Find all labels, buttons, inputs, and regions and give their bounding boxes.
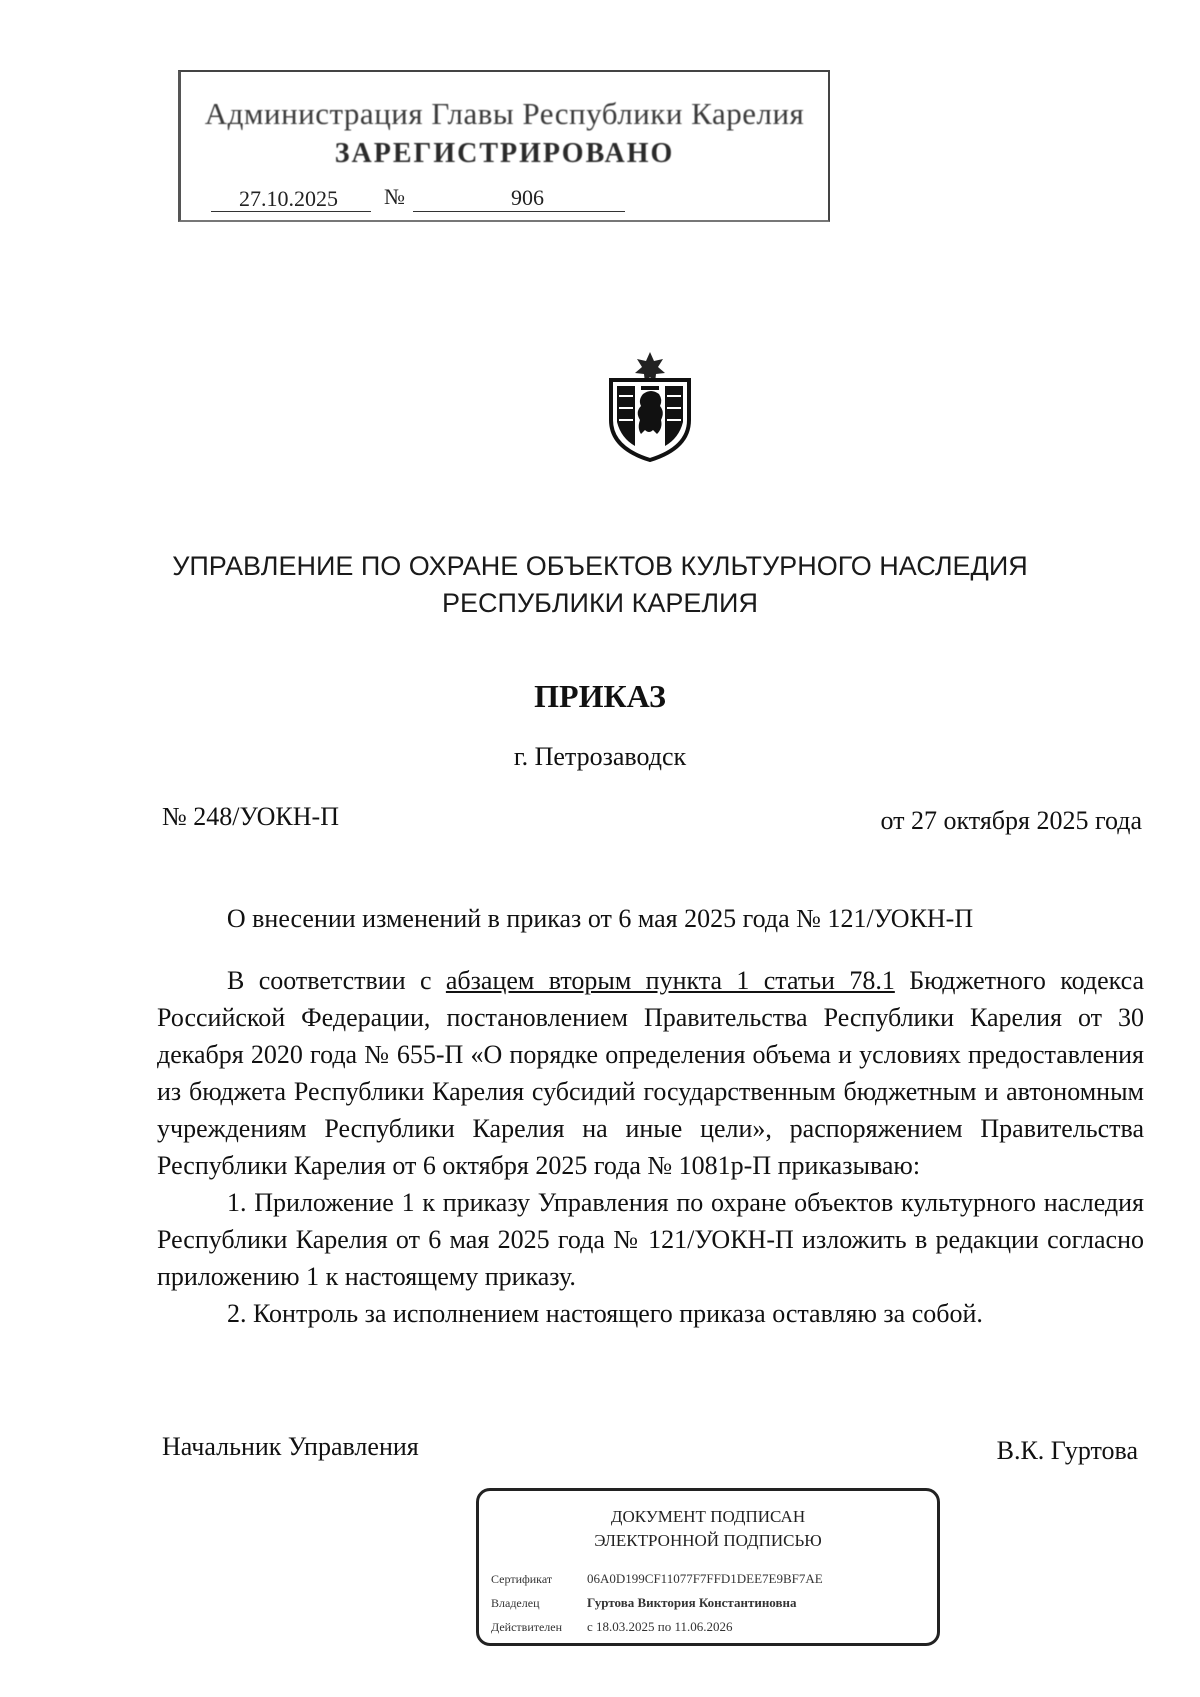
registration-number-underline xyxy=(413,211,625,212)
order-body xyxy=(157,962,1144,1332)
registration-stamp-authority: Администрация Главы Республики Карелия xyxy=(204,96,805,131)
esign-certificate-value: 06A0D199CF11077F7FFD1DEE7E9BF7AE xyxy=(587,1571,823,1586)
document-city: г. Петрозаводск xyxy=(513,742,687,771)
esign-validity-row xyxy=(491,1619,733,1635)
body-paragraph-item-1: 1. Приложение 1 к приказу Управления по охране объектов культурного наследия Республики Карелия от 6 мая 2025 года № 121/УОКН-П изложить в редакции согласно приложению 1 к настоящему приказу. xyxy=(157,1188,1144,1291)
signatory-role: Начальник Управления xyxy=(162,1432,419,1461)
order-date: от 27 октября 2025 года xyxy=(880,806,1142,835)
esign-certificate-row xyxy=(491,1571,823,1587)
registration-stamp-status: ЗАРЕГИСТРИРОВАНО xyxy=(334,138,675,169)
esign-owner-value: Гуртова Виктория Константиновна xyxy=(587,1595,797,1610)
esign-owner-label: Владелец xyxy=(491,1596,540,1610)
order-subject: О внесении изменений в приказ от 6 мая 2025 года № 121/УОКН-П xyxy=(226,904,974,933)
electronic-signature-stamp xyxy=(476,1488,940,1646)
esign-title xyxy=(479,1505,937,1553)
registration-date: 27.10.2025 xyxy=(239,186,338,211)
preamble-rest: Бюджетного кодекса Российской Федерации, постановлением Правительства Республики Карелия от 30 декабря 2020 года № 655-П «О порядке определения объема и условиях предоставления из бюджета Республики Карелия субсидий государственным бюджетным и автономным учреждениям Республики Карелия на иные цели», распоряжением Правительства Республики Карелия от 6 октября 2025 года № 1081р-П приказываю: xyxy=(157,966,1144,1180)
signatory-name: В.К. Гуртова xyxy=(996,1436,1138,1465)
legal-reference-link[interactable]: абзацем вторым пункта 1 статьи 78.1 xyxy=(445,966,895,995)
karelia-coat-of-arms-icon xyxy=(605,350,695,462)
organization-name xyxy=(0,548,1200,622)
body-paragraph-item-2: 2. Контроль за исполнением настоящего приказа оставляю за собой. xyxy=(227,1299,983,1328)
esign-title-line1: ДОКУМЕНТ ПОДПИСАН xyxy=(610,1507,806,1526)
esign-validity-value: с 18.03.2025 по 11.06.2026 xyxy=(587,1619,733,1634)
esign-title-line2: ЭЛЕКТРОННОЙ ПОДПИСЬЮ xyxy=(594,1531,822,1550)
esign-owner-row xyxy=(491,1595,797,1611)
document-title: ПРИКАЗ xyxy=(534,678,666,714)
preamble-start: В соответствии с xyxy=(227,966,446,995)
organization-name-line1: УПРАВЛЕНИЕ ПО ОХРАНЕ ОБЪЕКТОВ КУЛЬТУРНОГО НАСЛЕДИЯ xyxy=(172,551,1028,581)
registration-number: 906 xyxy=(511,185,544,210)
registration-number-sign: № xyxy=(384,184,405,209)
body-paragraph-preamble xyxy=(157,962,1144,1184)
organization-name-line2: РЕСПУБЛИКИ КАРЕЛИЯ xyxy=(442,588,758,618)
esign-validity-label: Действителен xyxy=(491,1620,563,1634)
order-number: № 248/УОКН-П xyxy=(162,802,339,831)
registration-date-underline xyxy=(211,211,371,212)
esign-certificate-label: Сертификат xyxy=(491,1572,553,1586)
registration-stamp xyxy=(178,70,830,222)
